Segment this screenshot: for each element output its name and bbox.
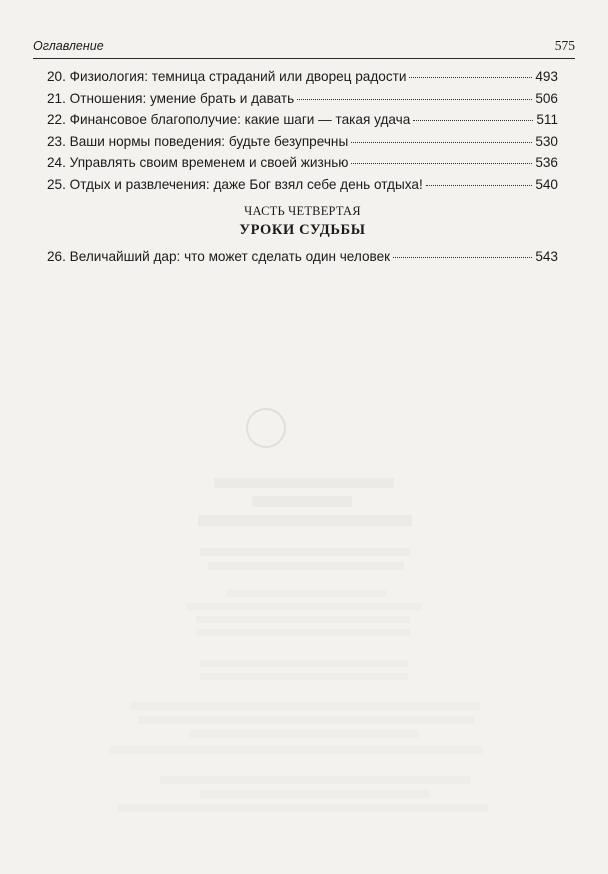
running-header: [33, 38, 575, 54]
toc-entry-title: 21. Отношения: умение брать и давать: [47, 90, 295, 106]
dot-leader: [297, 98, 532, 100]
toc-entry: [47, 246, 558, 268]
dot-leader: [351, 162, 532, 164]
toc-entry: [47, 109, 558, 131]
toc-entry-title: 23. Ваши нормы поведения: будьте безупречны: [47, 133, 349, 149]
dot-leader: [409, 76, 532, 78]
toc-entry: [47, 88, 558, 110]
toc-entry-page: 493: [535, 69, 558, 84]
toc-entry-page: 511: [536, 112, 558, 128]
dot-leader: [393, 256, 532, 258]
toc-entry-page: 506: [535, 90, 558, 106]
toc-entry: [47, 152, 558, 174]
toc-entry: [47, 174, 558, 196]
toc-entry-title: 24. Управлять своим временем и своей жизнью: [47, 155, 349, 171]
part-label: ЧАСТЬ ЧЕТВЕРТАЯ: [244, 203, 361, 218]
dot-leader: [413, 119, 533, 121]
dot-leader: [351, 141, 532, 143]
toc-entry-title: 26. Величайший дар: что может сделать один человек: [47, 248, 391, 264]
page-number: 575: [554, 38, 575, 53]
age-rating-mark-ghost: [246, 408, 286, 448]
toc-entry-page: 536: [535, 155, 558, 171]
toc-entry-title: 25. Отдых и развлечения: даже Бог взял себе день отдыха!: [47, 176, 423, 192]
dot-leader: [426, 184, 533, 186]
part-title: УРОКИ СУДЬБЫ: [239, 221, 366, 238]
toc-entry-title: 22. Финансовое благополучие: какие шаги — такая удача: [47, 112, 411, 128]
toc-entry: [47, 66, 558, 88]
toc-group-before: [47, 66, 558, 196]
toc-entry-title: 20. Физиология: темница страданий или дворец радости: [47, 69, 407, 84]
table-of-contents: [47, 66, 558, 267]
toc-entry-page: 530: [535, 133, 558, 149]
section-title: Оглавление: [33, 39, 104, 53]
toc-entry-page: 543: [535, 248, 558, 264]
header-rule: [33, 58, 575, 59]
toc-entry: [47, 131, 558, 153]
toc-entry-page: 540: [535, 176, 558, 192]
toc-group-after: [47, 246, 558, 268]
part-heading: [47, 202, 558, 240]
